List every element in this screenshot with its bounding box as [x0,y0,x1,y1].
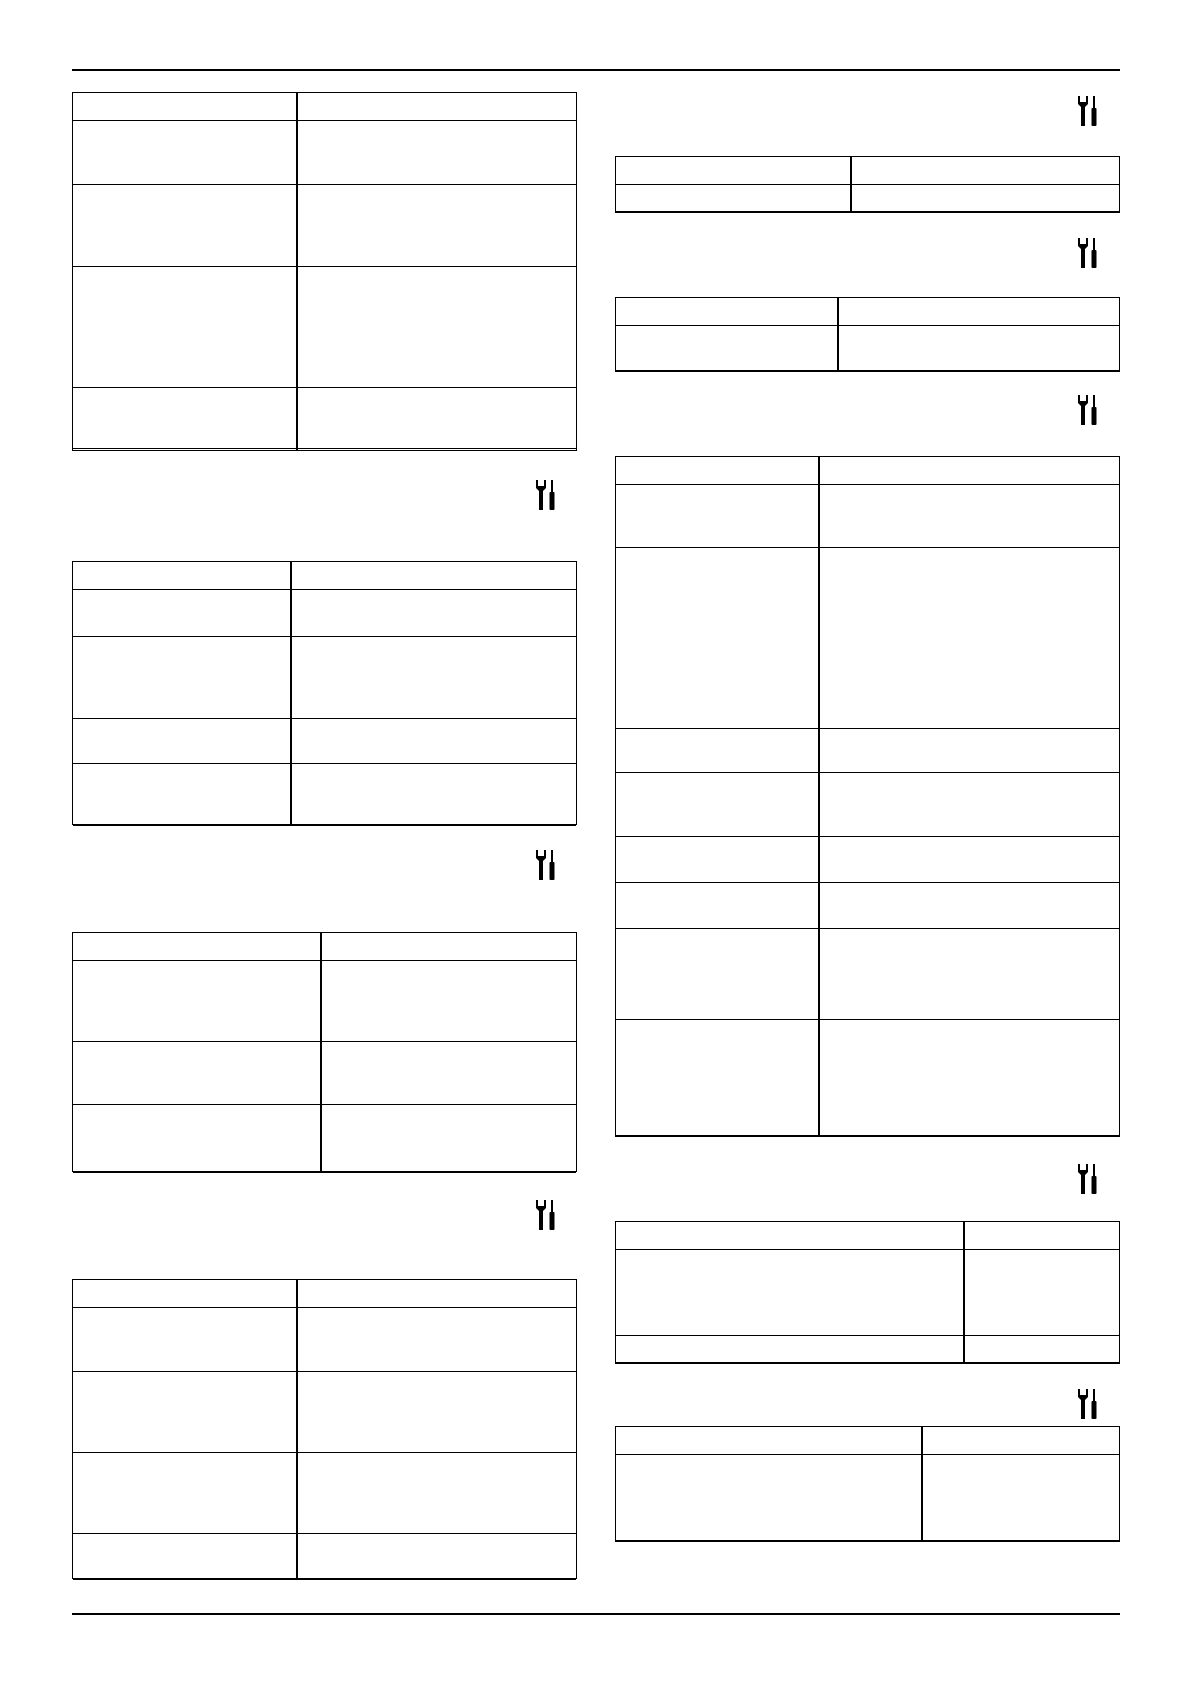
settings-table-2 [72,561,577,825]
settings-table-3 [72,932,577,1172]
table-row [73,267,576,388]
settings-table-5 [615,156,1120,213]
table-header-row [616,157,1119,185]
table-row [616,1250,1119,1336]
table-header-row [616,457,1119,485]
table-row [73,1372,576,1453]
settings-table-1 [72,92,577,451]
footer-rule [72,1613,1120,1615]
table-header-row [616,1222,1119,1250]
table-row [616,1455,1119,1541]
table-header-row [616,298,1119,326]
table-row [616,548,1119,729]
tools-icon [1075,1162,1101,1196]
column-divider [921,1427,923,1541]
table-row [616,773,1119,837]
column-divider [290,562,292,824]
table-row [73,1105,576,1173]
table-row [73,719,576,764]
table-row [616,326,1119,371]
tools-icon [533,478,559,512]
table-row [616,1020,1119,1136]
table-row [73,961,576,1042]
table-row [73,1534,576,1580]
table-header-row [73,1280,576,1308]
table-header-row [73,562,576,590]
table-row [616,1336,1119,1363]
header-rule [72,69,1120,71]
table-row [616,729,1119,773]
tools-icon [1075,236,1101,270]
settings-table-4 [72,1279,577,1579]
table-row [616,485,1119,548]
table-header-row [73,933,576,961]
settings-table-8 [615,1221,1120,1364]
tools-icon [1075,393,1101,427]
column-divider [963,1222,965,1363]
table-header-row [616,1427,1119,1455]
table-row [73,1042,576,1105]
table-row [73,764,576,826]
table-row [73,388,576,449]
settings-table-7 [615,456,1120,1137]
column-divider [320,933,322,1171]
tools-icon [533,1198,559,1232]
table-header-row [73,93,576,121]
settings-table-6 [615,297,1120,372]
column-divider [296,93,298,450]
table-row [73,1453,576,1534]
table-row [73,637,576,719]
table-row [73,185,576,267]
table-row [73,121,576,185]
settings-table-9 [615,1426,1120,1542]
table-row [73,590,576,637]
tools-icon [533,848,559,882]
tools-icon [1075,1387,1101,1421]
table-row [616,185,1119,212]
column-divider [837,298,839,371]
table-row [616,929,1119,1020]
column-divider [818,457,820,1136]
table-row [616,837,1119,883]
column-divider [850,157,852,212]
tools-icon [1075,94,1101,128]
table-row [616,883,1119,929]
table-row [73,1308,576,1372]
column-divider [296,1280,298,1578]
